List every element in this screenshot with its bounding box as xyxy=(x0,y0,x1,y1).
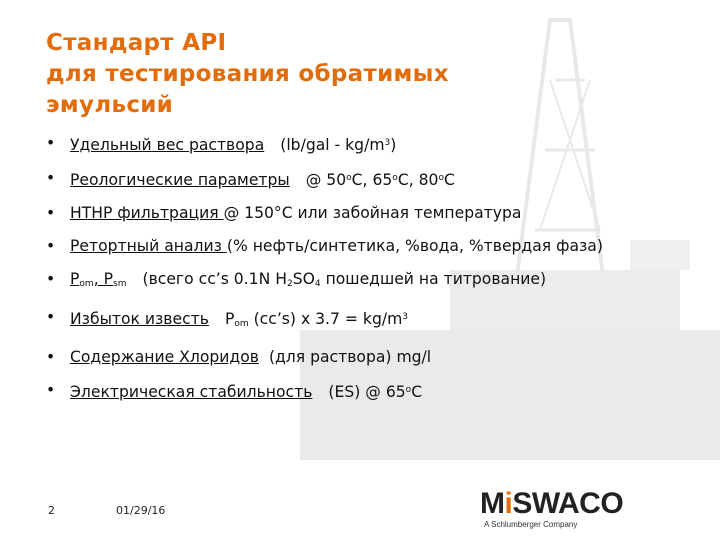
page-number: 2 xyxy=(48,504,55,517)
density-link[interactable]: Удельный вес раствора xyxy=(70,136,265,154)
list-item: • Содержание Хлоридов (для раствора) mg/l xyxy=(46,348,432,366)
slide-title xyxy=(46,28,686,121)
list-item: • Удельный вес раствора $(lb/gal - kg/m^3)$ xyxy=(46,134,397,154)
list-item: • Ретортный анализ (% нефть/синтетика, %вода, %твердая фаза) xyxy=(46,237,603,255)
logo-tagline: A Schlumberger Company xyxy=(484,520,578,529)
list-item: • Электрическая стабильность (ES) @ 65$^o$C xyxy=(46,381,423,401)
bullet-dot: • xyxy=(46,134,56,152)
density-units: (lb/gal - kg/m xyxy=(280,136,385,154)
bullet-dot: • xyxy=(46,348,56,366)
retort-analysis-link[interactable]: Ретортный анализ xyxy=(70,237,227,255)
bullet-dot: • xyxy=(46,308,56,326)
rheology-link[interactable]: Реологические параметры xyxy=(70,171,290,189)
mi-swaco-logo xyxy=(480,488,700,534)
title-line-2: для тестирования обратимых xyxy=(46,61,449,87)
bullet-dot: • xyxy=(46,270,56,288)
logo-wordmark: MiSWACO xyxy=(480,487,624,520)
footer-date: 01/29/16 xyxy=(116,504,166,517)
pom-psm-link[interactable]: $P_{om}$, $P_{sm}$ xyxy=(70,270,127,289)
bullet-dot: • xyxy=(46,237,56,255)
bullet-dot: • xyxy=(46,169,56,187)
list-item: • HTHP фильтрация @ 150°C или забойная температура xyxy=(46,204,522,222)
list-item: • $P_{om}$, $P_{sm}$ (всего cc’s 0.1N $H_2SO_4$ пошедшей на титрование) xyxy=(46,270,547,289)
bullet-dot: • xyxy=(46,381,56,399)
list-item: • Избыток известь $P_{om}$ (cc’s) x $3.7 = kg/m^3$ xyxy=(46,308,409,329)
electrical-stability-link[interactable]: Электрическая стабильность xyxy=(70,383,313,401)
excess-lime-link[interactable]: Избыток известь xyxy=(70,310,209,328)
chloride-content-link[interactable]: Содержание Хлоридов xyxy=(70,348,259,366)
bullet-list xyxy=(46,132,686,414)
title-line-1: Стандарт API xyxy=(46,30,227,56)
list-item: • Реологические параметры @ 50$^o$C, 65$^o$C, 80$^o$C xyxy=(46,169,455,189)
bullet-dot: • xyxy=(46,204,56,222)
title-line-3: эмульсий xyxy=(46,92,174,118)
hthp-filtration-link[interactable]: HTHP фильтрация xyxy=(70,204,224,222)
